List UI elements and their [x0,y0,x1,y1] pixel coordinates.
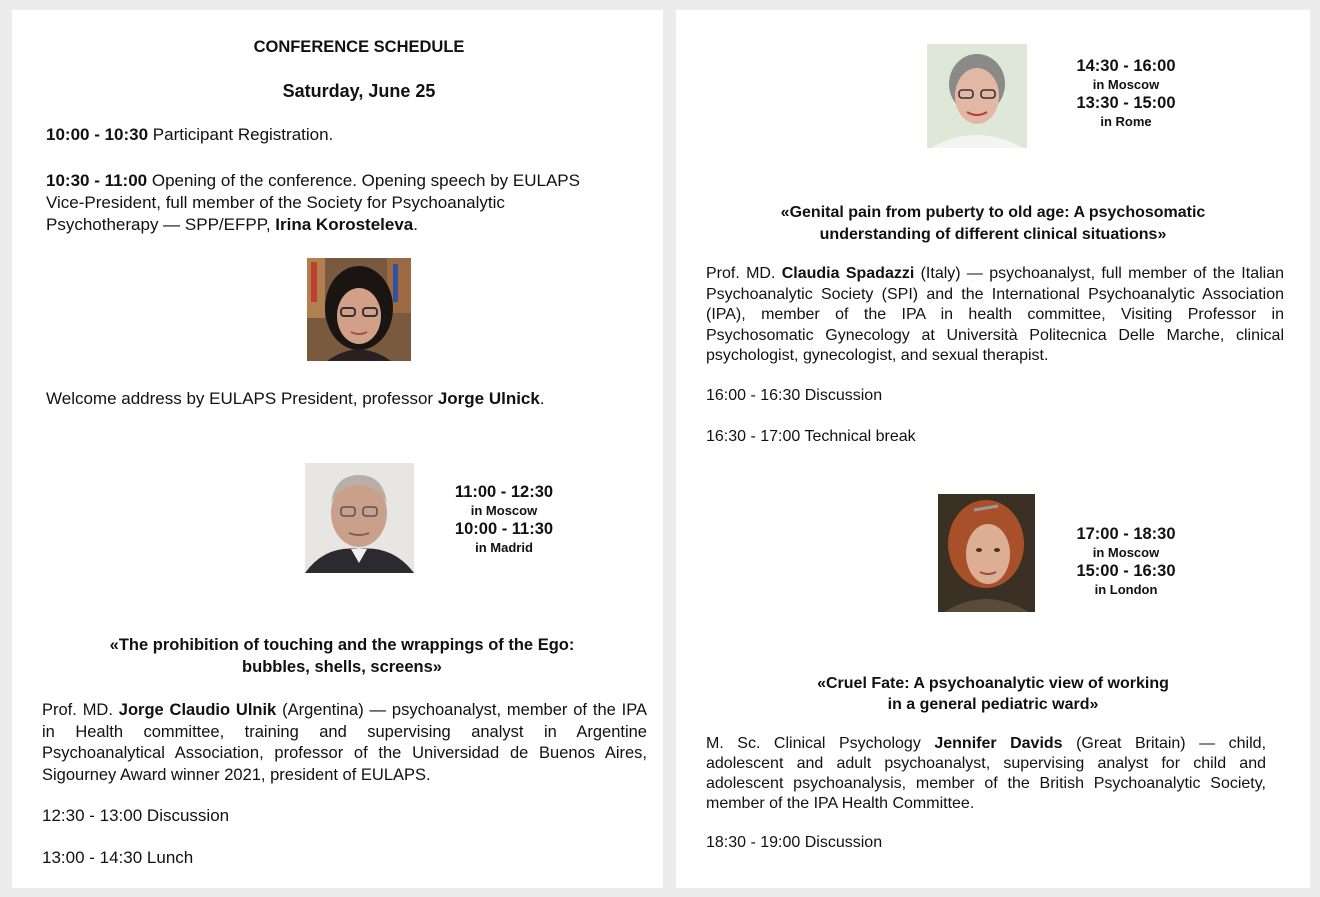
session1-title: «The prohibition of touching and the wrappings of the Ego: bubbles, shells, screens» [109,636,575,676]
session3-label-moscow: in Moscow [1092,545,1160,560]
session2-time-local: 13:30 - 15:00 [1076,94,1176,112]
session3-speaker-name: Jennifer Davids [934,735,1063,752]
schedule-page-left [12,10,663,888]
speaker-photo-davids [938,494,1035,612]
schedule-header: CONFERENCE SCHEDULE [253,38,465,56]
welcome-text: Welcome address by EULAPS President, professor [46,389,438,408]
speaker-photo-ulnik [305,463,414,573]
session2-bio: Prof. MD. Claudia Spadazzi (Italy) — psychoanalyst, full member of the Italian Psychoanalytic Society (SPI) and the International Psychoanalytic Association (IPA), member of the IPA in health committee, Visiting Professor in Psychosomatic Gynecology at Università Politecnica Delle Marche, clinical psychologist, gynecologist, and sexual therapist. [706,265,1284,364]
opening-speaker: Irina Korosteleva [275,215,414,234]
registration-item [46,124,646,146]
session3-time-local: 15:00 - 16:30 [1076,562,1176,580]
welcome-item: Welcome address by EULAPS President, professor Jorge Ulnick. [46,389,545,408]
schedule-page-right [676,10,1310,888]
session1-label-local: in Madrid [475,540,533,555]
session3-time-moscow: 17:00 - 18:30 [1076,525,1176,543]
session2-time-moscow: 14:30 - 16:00 [1076,57,1176,75]
opening-time: 10:30 - 11:00 [46,171,148,190]
session3-title: «Cruel Fate: A psychoanalytic view of working in a general pediatric ward» [817,675,1169,713]
session1-label-moscow: in Moscow [470,503,538,518]
session2-discussion: 16:00 - 16:30 Discussion [706,387,883,404]
opening-line1: Opening of the conference. Opening speech by EULAPS [147,171,580,190]
speaker-photo-korosteleva [307,258,411,361]
session3-timebox [1046,524,1206,598]
session1-time-moscow: 11:00 - 12:30 [454,483,554,501]
session2-speaker-name: Claudia Spadazzi [781,265,915,282]
session1-time-local: 10:00 - 11:30 [454,520,554,538]
discussion-item: 12:30 - 13:00 Discussion [42,806,230,825]
session2-timebox [1046,56,1206,130]
session2-label-local: in Rome [1100,114,1152,129]
session3-bio: M. Sc. Clinical Psychology Jennifer Davids (Great Britain) — child, adolescent and adult psychoanalyst, supervising analyst for child and adolescent psychoanalysis, member of the British Psychoanalytic Society, member of the IPA Health Committee. [706,735,1267,812]
session1-bio: Prof. MD. Jorge Claudio Ulnik (Argentina) — psychoanalyst, member of the IPA in Health committee, training and supervising analyst in Argentine Psychoanalytical Association, professor of the Universidad de Buenos Aires, Sigourney Award winner 2021, president of EULAPS. [42,701,648,784]
session2-label-moscow: in Moscow [1092,77,1160,92]
lunch-item: 13:00 - 14:30 Lunch [42,848,194,867]
welcome-speaker: Jorge Ulnick [437,389,540,408]
session1-speaker-name: Jorge Claudio Ulnik [118,701,277,719]
speaker-photo-spadazzi [927,44,1027,148]
registration-text: Participant Registration. [148,125,334,144]
session2-title: «Genital pain from puberty to old age: A psychosomatic understanding of different clinical situations» [780,204,1206,243]
opening-line2: Vice-President, full member of the Society for Psychoanalytic [46,193,505,212]
registration-time: 10:00 - 10:30 [46,125,149,144]
schedule-date: Saturday, June 25 [282,81,436,101]
opening-line3: Psychotherapy — SPP/EFPP, [46,215,276,234]
technical-break: 16:30 - 17:00 Technical break [706,428,916,445]
opening-item: 10:30 - 11:00 Opening of the conference. Opening speech by EULAPS Vice-President, full member of the Society for Psychoanalytic Psychotherapy — SPP/EFPP, Irina Korosteleva. [46,170,656,236]
session1-timebox [424,482,584,556]
session3-discussion: 18:30 - 19:00 Discussion [706,834,883,851]
session3-label-local: in London [1094,582,1158,597]
